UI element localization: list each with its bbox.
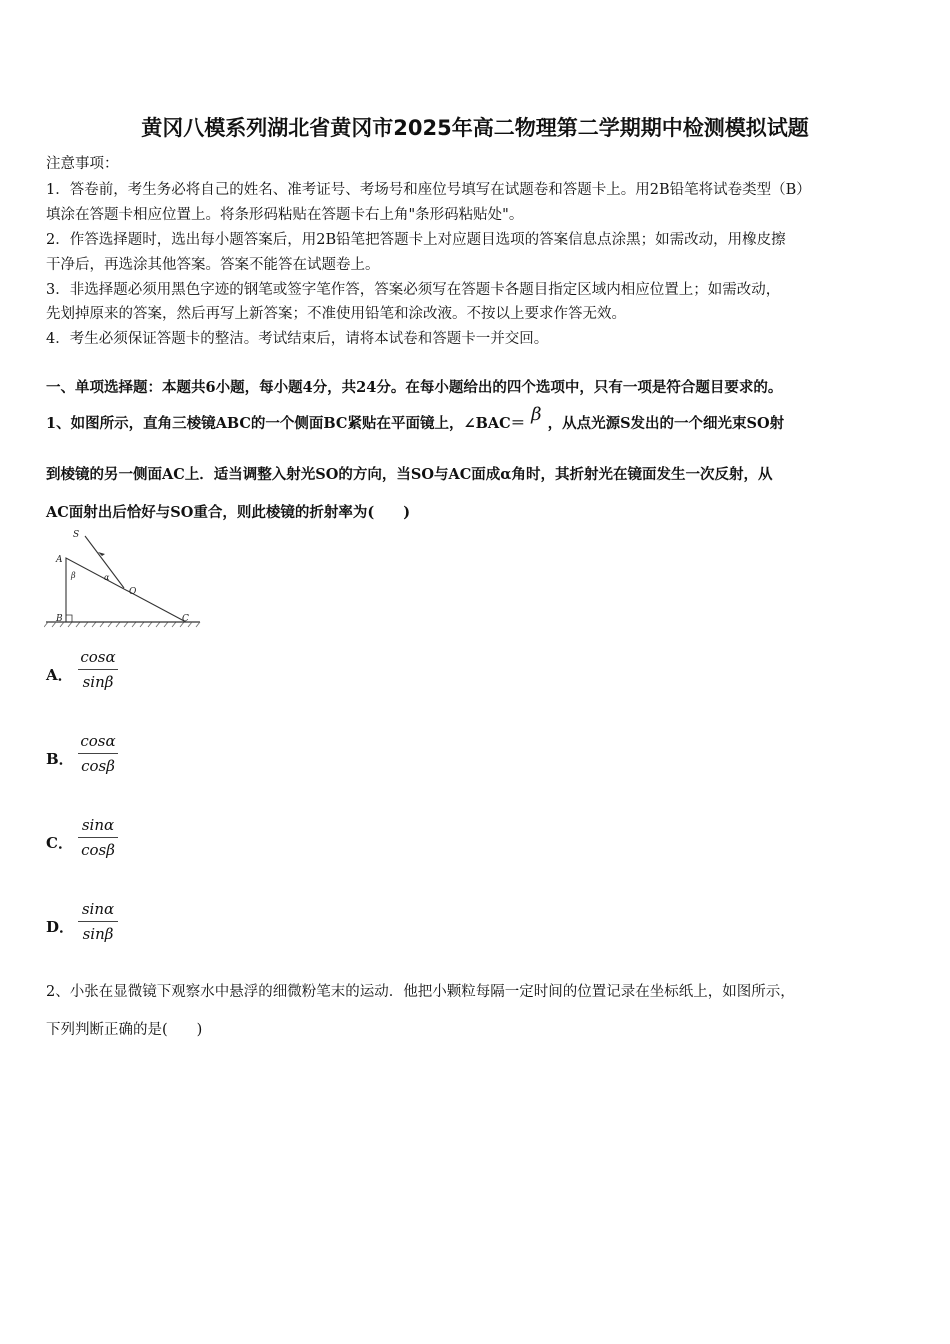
label-o: O — [129, 587, 137, 597]
q2-line-2: 下列判断正确的是( ) — [46, 1022, 203, 1038]
q1-line-3: AC面射出后恰好与SO重合，则此棱镜的折射率为( ) — [46, 504, 411, 521]
option-d-numerator: sinα — [78, 900, 118, 922]
option-a-label: A． — [46, 666, 73, 684]
notice-line-1: 1．答卷前，考生务必将自己的姓名、准考证号、考场号和座位号填写在试题卷和答题卡上。用2B铅笔将试卷类型（B） — [46, 182, 811, 198]
prism-figure — [44, 528, 204, 628]
option-c-numerator: sinα — [78, 816, 118, 838]
option-b-numerator: cosα — [78, 732, 118, 754]
section-heading: 一、单项选择题：本题共6小题，每小题4分，共24分。在每小题给出的四个选项中，只有一项是符合题目要求的。 — [46, 379, 783, 396]
label-beta: β — [71, 571, 76, 580]
notice-line-7: 4．考生必须保证答题卡的整洁。考试结束后，请将本试卷和答题卡一并交回。 — [46, 331, 549, 347]
q2-line-1: 2、小张在显微镜下观察水中悬浮的细微粉笔末的运动．他把小颗粒每隔一定时间的位置记录在坐标纸上，如图所示， — [46, 984, 795, 1000]
q1-text-a: 1、如图所示，直角三棱镜ABC的一个侧面BC紧贴在平面镜上，∠BAC＝ — [46, 415, 526, 432]
label-alpha: α — [104, 573, 110, 582]
q1-line-1 — [46, 404, 785, 433]
q1-text-b: ，从点光源S发出的一个细光束SO射 — [547, 415, 785, 432]
notice-heading: 注意事项： — [46, 156, 119, 172]
label-b: B — [56, 614, 63, 624]
option-b-denominator: cosβ — [81, 757, 115, 775]
option-d-fraction — [78, 900, 118, 943]
option-b-label: B． — [46, 750, 74, 768]
mirror-hatch — [44, 622, 200, 627]
right-angle-mark — [66, 615, 72, 622]
q1-beta-symbol: β — [531, 404, 542, 425]
notice-line-5: 3．非选择题必须用黑色字迹的钢笔或签字笔作答，答案必须写在答题卡各题目指定区域内相应位置上；如需改动， — [46, 282, 781, 298]
option-d-label: D． — [46, 918, 75, 936]
option-a-fraction — [78, 648, 118, 691]
option-c-fraction — [78, 816, 118, 859]
exam-title: 黄冈八模系列湖北省黄冈市2025年高二物理第二学期期中检测模拟试题 — [141, 116, 809, 140]
option-b-fraction — [78, 732, 118, 775]
label-a: A — [56, 555, 63, 565]
notice-line-2: 填涂在答题卡相应位置上。将条形码粘贴在答题卡右上角"条形码粘贴处"。 — [46, 207, 524, 223]
notice-line-3: 2．作答选择题时，选出每小题答案后，用2B铅笔把答题卡上对应题目选项的答案信息点涂黑；如需改动，用橡皮擦 — [46, 232, 786, 248]
option-c-denominator: cosβ — [81, 841, 115, 859]
q1-line-2: 到棱镜的另一侧面AC上．适当调整入射光SO的方向，当SO与AC面成α角时，其折射光在镜面发生一次反射，从 — [46, 466, 773, 483]
option-a-numerator: cosα — [78, 648, 118, 670]
option-a-denominator: sinβ — [82, 673, 114, 691]
prism-triangle — [66, 558, 186, 622]
notice-line-4: 干净后，再选涂其他答案。答案不能答在试题卷上。 — [46, 257, 380, 273]
label-s: S — [73, 530, 80, 540]
notice-line-6: 先划掉原来的答案，然后再写上新答案；不准使用铅笔和涂改液。不按以上要求作答无效。 — [46, 306, 626, 322]
option-c-label: C． — [46, 834, 73, 852]
label-c: C — [182, 614, 189, 624]
option-d-denominator: sinβ — [82, 925, 114, 943]
